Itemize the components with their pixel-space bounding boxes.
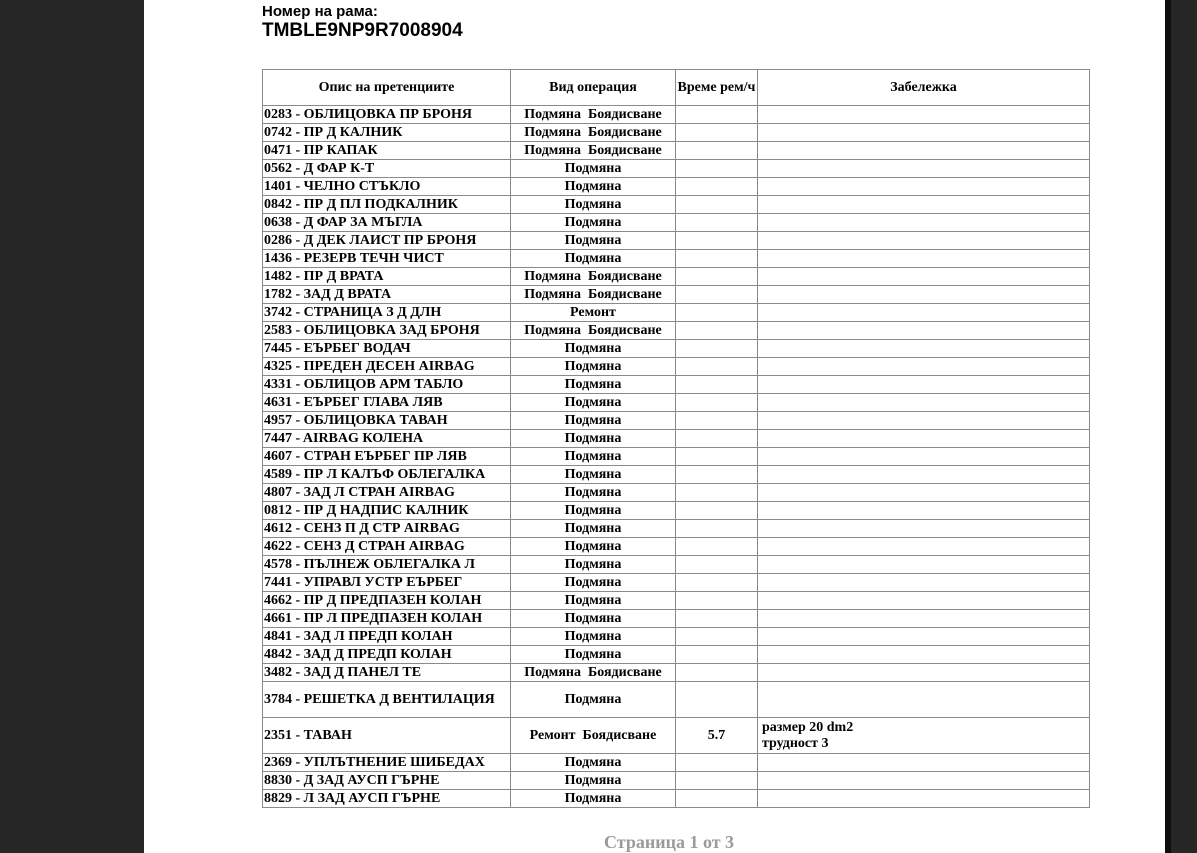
row-description: 1401 - ЧЕЛНО СТЪКЛО xyxy=(263,178,511,196)
table-row xyxy=(263,538,1090,556)
table-row xyxy=(263,196,1090,214)
row-operation: Подмяна xyxy=(511,178,676,196)
row-operation: Подмяна Боядисване xyxy=(511,142,676,160)
row-note xyxy=(758,682,1090,718)
row-time xyxy=(676,448,758,466)
row-operation: Подмяна xyxy=(511,502,676,520)
row-time xyxy=(676,466,758,484)
row-time xyxy=(676,502,758,520)
row-note xyxy=(758,394,1090,412)
table-header-row xyxy=(263,70,1090,106)
column-header-note: Забележка xyxy=(758,70,1090,106)
table-row xyxy=(263,754,1090,772)
row-note xyxy=(758,484,1090,502)
row-time xyxy=(676,142,758,160)
row-time xyxy=(676,214,758,232)
row-description: 4578 - ПЪЛНЕЖ ОБЛЕГАЛКА Л xyxy=(263,556,511,574)
row-time xyxy=(676,574,758,592)
row-description: 4612 - СЕНЗ П Д СТР AIRBAG xyxy=(263,520,511,538)
row-operation: Подмяна xyxy=(511,430,676,448)
row-operation: Подмяна xyxy=(511,160,676,178)
row-note xyxy=(758,790,1090,808)
table-row xyxy=(263,556,1090,574)
row-operation: Подмяна xyxy=(511,610,676,628)
claims-table xyxy=(262,69,1090,808)
row-note xyxy=(758,772,1090,790)
table-row xyxy=(263,610,1090,628)
row-note xyxy=(758,250,1090,268)
row-operation: Подмяна Боядисване xyxy=(511,664,676,682)
row-description: 2351 - ТАВАН xyxy=(263,718,511,754)
row-operation: Подмяна xyxy=(511,556,676,574)
table-row xyxy=(263,394,1090,412)
row-description: 4607 - СТРАН ЕЪРБЕГ ПР ЛЯВ xyxy=(263,448,511,466)
row-operation: Подмяна xyxy=(511,250,676,268)
row-time xyxy=(676,322,758,340)
table-row xyxy=(263,412,1090,430)
row-time xyxy=(676,394,758,412)
row-time xyxy=(676,268,758,286)
table-row xyxy=(263,718,1090,754)
row-operation: Подмяна xyxy=(511,772,676,790)
table-row xyxy=(263,376,1090,394)
table-row xyxy=(263,448,1090,466)
row-description: 4662 - ПР Д ПРЕДПАЗЕН КОЛАН xyxy=(263,592,511,610)
table-row xyxy=(263,430,1090,448)
table-row xyxy=(263,502,1090,520)
row-description: 1436 - РЕЗЕРВ ТЕЧН ЧИСТ xyxy=(263,250,511,268)
row-operation: Подмяна xyxy=(511,646,676,664)
table-row xyxy=(263,466,1090,484)
row-operation: Подмяна xyxy=(511,376,676,394)
table-row xyxy=(263,142,1090,160)
row-description: 1782 - ЗАД Д ВРАТА xyxy=(263,286,511,304)
row-description: 3742 - СТРАНИЦА З Д ДЛН xyxy=(263,304,511,322)
table-row xyxy=(263,286,1090,304)
row-description: 0471 - ПР КАПАК xyxy=(263,142,511,160)
row-note xyxy=(758,268,1090,286)
row-note xyxy=(758,556,1090,574)
row-description: 4589 - ПР Л КАЛЪФ ОБЛЕГАЛКА xyxy=(263,466,511,484)
row-time xyxy=(676,664,758,682)
table-row xyxy=(263,592,1090,610)
row-note xyxy=(758,574,1090,592)
row-description: 0638 - Д ФАР ЗА МЪГЛА xyxy=(263,214,511,232)
row-time xyxy=(676,430,758,448)
row-description: 0286 - Д ДЕК ЛАИСТ ПР БРОНЯ xyxy=(263,232,511,250)
row-description: 4842 - ЗАД Д ПРЕДП КОЛАН xyxy=(263,646,511,664)
row-description: 7447 - AIRBAG КОЛЕНА xyxy=(263,430,511,448)
row-note xyxy=(758,124,1090,142)
row-note xyxy=(758,196,1090,214)
table-row xyxy=(263,340,1090,358)
row-description: 4622 - СЕНЗ Д СТРАН AIRBAG xyxy=(263,538,511,556)
table-row xyxy=(263,178,1090,196)
row-time xyxy=(676,124,758,142)
row-time xyxy=(676,160,758,178)
row-note xyxy=(758,754,1090,772)
row-time xyxy=(676,556,758,574)
row-note xyxy=(758,520,1090,538)
page-number: Страница 1 от 3 xyxy=(604,832,735,852)
row-time xyxy=(676,304,758,322)
frame-number-value: TMBLE9NP9R7008904 xyxy=(262,20,463,41)
row-operation: Подмяна Боядисване xyxy=(511,322,676,340)
table-row xyxy=(263,646,1090,664)
row-time xyxy=(676,610,758,628)
table-row xyxy=(263,520,1090,538)
row-description: 4661 - ПР Л ПРЕДПАЗЕН КОЛАН xyxy=(263,610,511,628)
row-time xyxy=(676,286,758,304)
table-row xyxy=(263,268,1090,286)
row-note xyxy=(758,412,1090,430)
row-description: 4631 - ЕЪРБЕГ ГЛАВА ЛЯВ xyxy=(263,394,511,412)
row-operation: Подмяна xyxy=(511,358,676,376)
row-time xyxy=(676,340,758,358)
row-operation: Подмяна xyxy=(511,520,676,538)
row-note-line: трудност 3 xyxy=(762,735,829,751)
row-note xyxy=(758,178,1090,196)
row-description: 0562 - Д ФАР К-Т xyxy=(263,160,511,178)
row-description: 7441 - УПРАВЛ УСТР ЕЪРБЕГ xyxy=(263,574,511,592)
row-note xyxy=(758,376,1090,394)
row-time xyxy=(676,376,758,394)
row-operation: Подмяна Боядисване xyxy=(511,286,676,304)
row-operation: Подмяна xyxy=(511,538,676,556)
row-description: 3784 - РЕШЕТКА Д ВЕНТИЛАЦИЯ xyxy=(263,682,511,718)
row-time xyxy=(676,250,758,268)
row-time xyxy=(676,484,758,502)
row-time xyxy=(676,196,758,214)
table-row xyxy=(263,322,1090,340)
row-note xyxy=(758,142,1090,160)
row-operation: Подмяна Боядисване xyxy=(511,106,676,124)
row-operation: Подмяна xyxy=(511,592,676,610)
row-operation: Ремонт Боядисване xyxy=(511,718,676,754)
row-time xyxy=(676,772,758,790)
row-operation: Подмяна xyxy=(511,448,676,466)
row-time xyxy=(676,232,758,250)
row-operation: Ремонт xyxy=(511,304,676,322)
row-operation: Подмяна xyxy=(511,574,676,592)
row-operation: Подмяна xyxy=(511,484,676,502)
row-note xyxy=(758,160,1090,178)
row-note xyxy=(758,304,1090,322)
row-note xyxy=(758,214,1090,232)
row-note xyxy=(758,232,1090,250)
row-description: 2369 - УПЛЪТНЕНИЕ ШИБЕДАХ xyxy=(263,754,511,772)
table-row xyxy=(263,304,1090,322)
table-row xyxy=(263,484,1090,502)
row-operation: Подмяна xyxy=(511,232,676,250)
row-note xyxy=(758,322,1090,340)
row-time xyxy=(676,178,758,196)
row-note xyxy=(758,286,1090,304)
table-row xyxy=(263,664,1090,682)
row-time xyxy=(676,628,758,646)
row-description: 0812 - ПР Д НАДПИС КАЛНИК xyxy=(263,502,511,520)
row-note xyxy=(758,592,1090,610)
row-note-line: размер 20 dm2 xyxy=(762,719,854,735)
row-note xyxy=(758,340,1090,358)
row-description: 4841 - ЗАД Л ПРЕДП КОЛАН xyxy=(263,628,511,646)
document-page xyxy=(144,0,1165,853)
row-note xyxy=(758,538,1090,556)
row-operation: Подмяна xyxy=(511,412,676,430)
table-row xyxy=(263,628,1090,646)
row-note xyxy=(758,430,1090,448)
claims-table-body xyxy=(263,106,1090,808)
row-note xyxy=(758,358,1090,376)
table-row xyxy=(263,232,1090,250)
row-time xyxy=(676,646,758,664)
row-note xyxy=(758,718,1090,754)
row-description: 4807 - ЗАД Л СТРАН AIRBAG xyxy=(263,484,511,502)
row-description: 4325 - ПРЕДЕН ДЕСЕН AIRBAG xyxy=(263,358,511,376)
row-operation: Подмяна xyxy=(511,790,676,808)
row-description: 0742 - ПР Д КАЛНИК xyxy=(263,124,511,142)
row-note xyxy=(758,466,1090,484)
row-time xyxy=(676,754,758,772)
row-time xyxy=(676,106,758,124)
row-note xyxy=(758,502,1090,520)
table-row xyxy=(263,790,1090,808)
row-operation: Подмяна xyxy=(511,754,676,772)
row-description: 2583 - ОБЛИЦОВКА ЗАД БРОНЯ xyxy=(263,322,511,340)
row-description: 0283 - ОБЛИЦОВКА ПР БРОНЯ xyxy=(263,106,511,124)
table-row xyxy=(263,214,1090,232)
row-description: 8829 - Л ЗАД АУСП ГЪРНЕ xyxy=(263,790,511,808)
row-note xyxy=(758,106,1090,124)
row-time xyxy=(676,790,758,808)
table-row xyxy=(263,250,1090,268)
row-description: 7445 - ЕЪРБЕГ ВОДАЧ xyxy=(263,340,511,358)
row-operation: Подмяна xyxy=(511,214,676,232)
row-operation: Подмяна xyxy=(511,466,676,484)
row-time xyxy=(676,358,758,376)
row-operation: Подмяна xyxy=(511,196,676,214)
row-operation: Подмяна xyxy=(511,394,676,412)
row-description: 8830 - Д ЗАД АУСП ГЪРНЕ xyxy=(263,772,511,790)
table-row xyxy=(263,160,1090,178)
row-description: 0842 - ПР Д ПЛ ПОДКАЛНИК xyxy=(263,196,511,214)
row-description: 1482 - ПР Д ВРАТА xyxy=(263,268,511,286)
table-row xyxy=(263,358,1090,376)
row-time: 5.7 xyxy=(676,718,758,754)
row-description: 4957 - ОБЛИЦОВКА ТАВАН xyxy=(263,412,511,430)
row-note xyxy=(758,664,1090,682)
table-row xyxy=(263,574,1090,592)
frame-number-label: Номер на рама: xyxy=(262,3,378,20)
row-note xyxy=(758,646,1090,664)
table-row xyxy=(263,682,1090,718)
row-note xyxy=(758,448,1090,466)
column-header-operation: Вид операция xyxy=(511,70,676,106)
row-operation: Подмяна Боядисване xyxy=(511,268,676,286)
column-header-time: Време рем/ч xyxy=(676,70,758,106)
row-note xyxy=(758,610,1090,628)
page-edge-shadow xyxy=(1165,0,1171,853)
row-description: 4331 - ОБЛИЦОВ АРМ ТАБЛО xyxy=(263,376,511,394)
row-operation: Подмяна xyxy=(511,628,676,646)
row-note xyxy=(758,628,1090,646)
table-row xyxy=(263,124,1090,142)
row-time xyxy=(676,538,758,556)
row-time xyxy=(676,682,758,718)
row-time xyxy=(676,412,758,430)
table-row xyxy=(263,772,1090,790)
row-description: 3482 - ЗАД Д ПАНЕЛ ТЕ xyxy=(263,664,511,682)
row-operation: Подмяна xyxy=(511,340,676,358)
column-header-description: Опис на претенциите xyxy=(263,70,511,106)
row-time xyxy=(676,592,758,610)
table-row xyxy=(263,106,1090,124)
row-time xyxy=(676,520,758,538)
row-operation: Подмяна Боядисване xyxy=(511,124,676,142)
row-operation: Подмяна xyxy=(511,682,676,718)
